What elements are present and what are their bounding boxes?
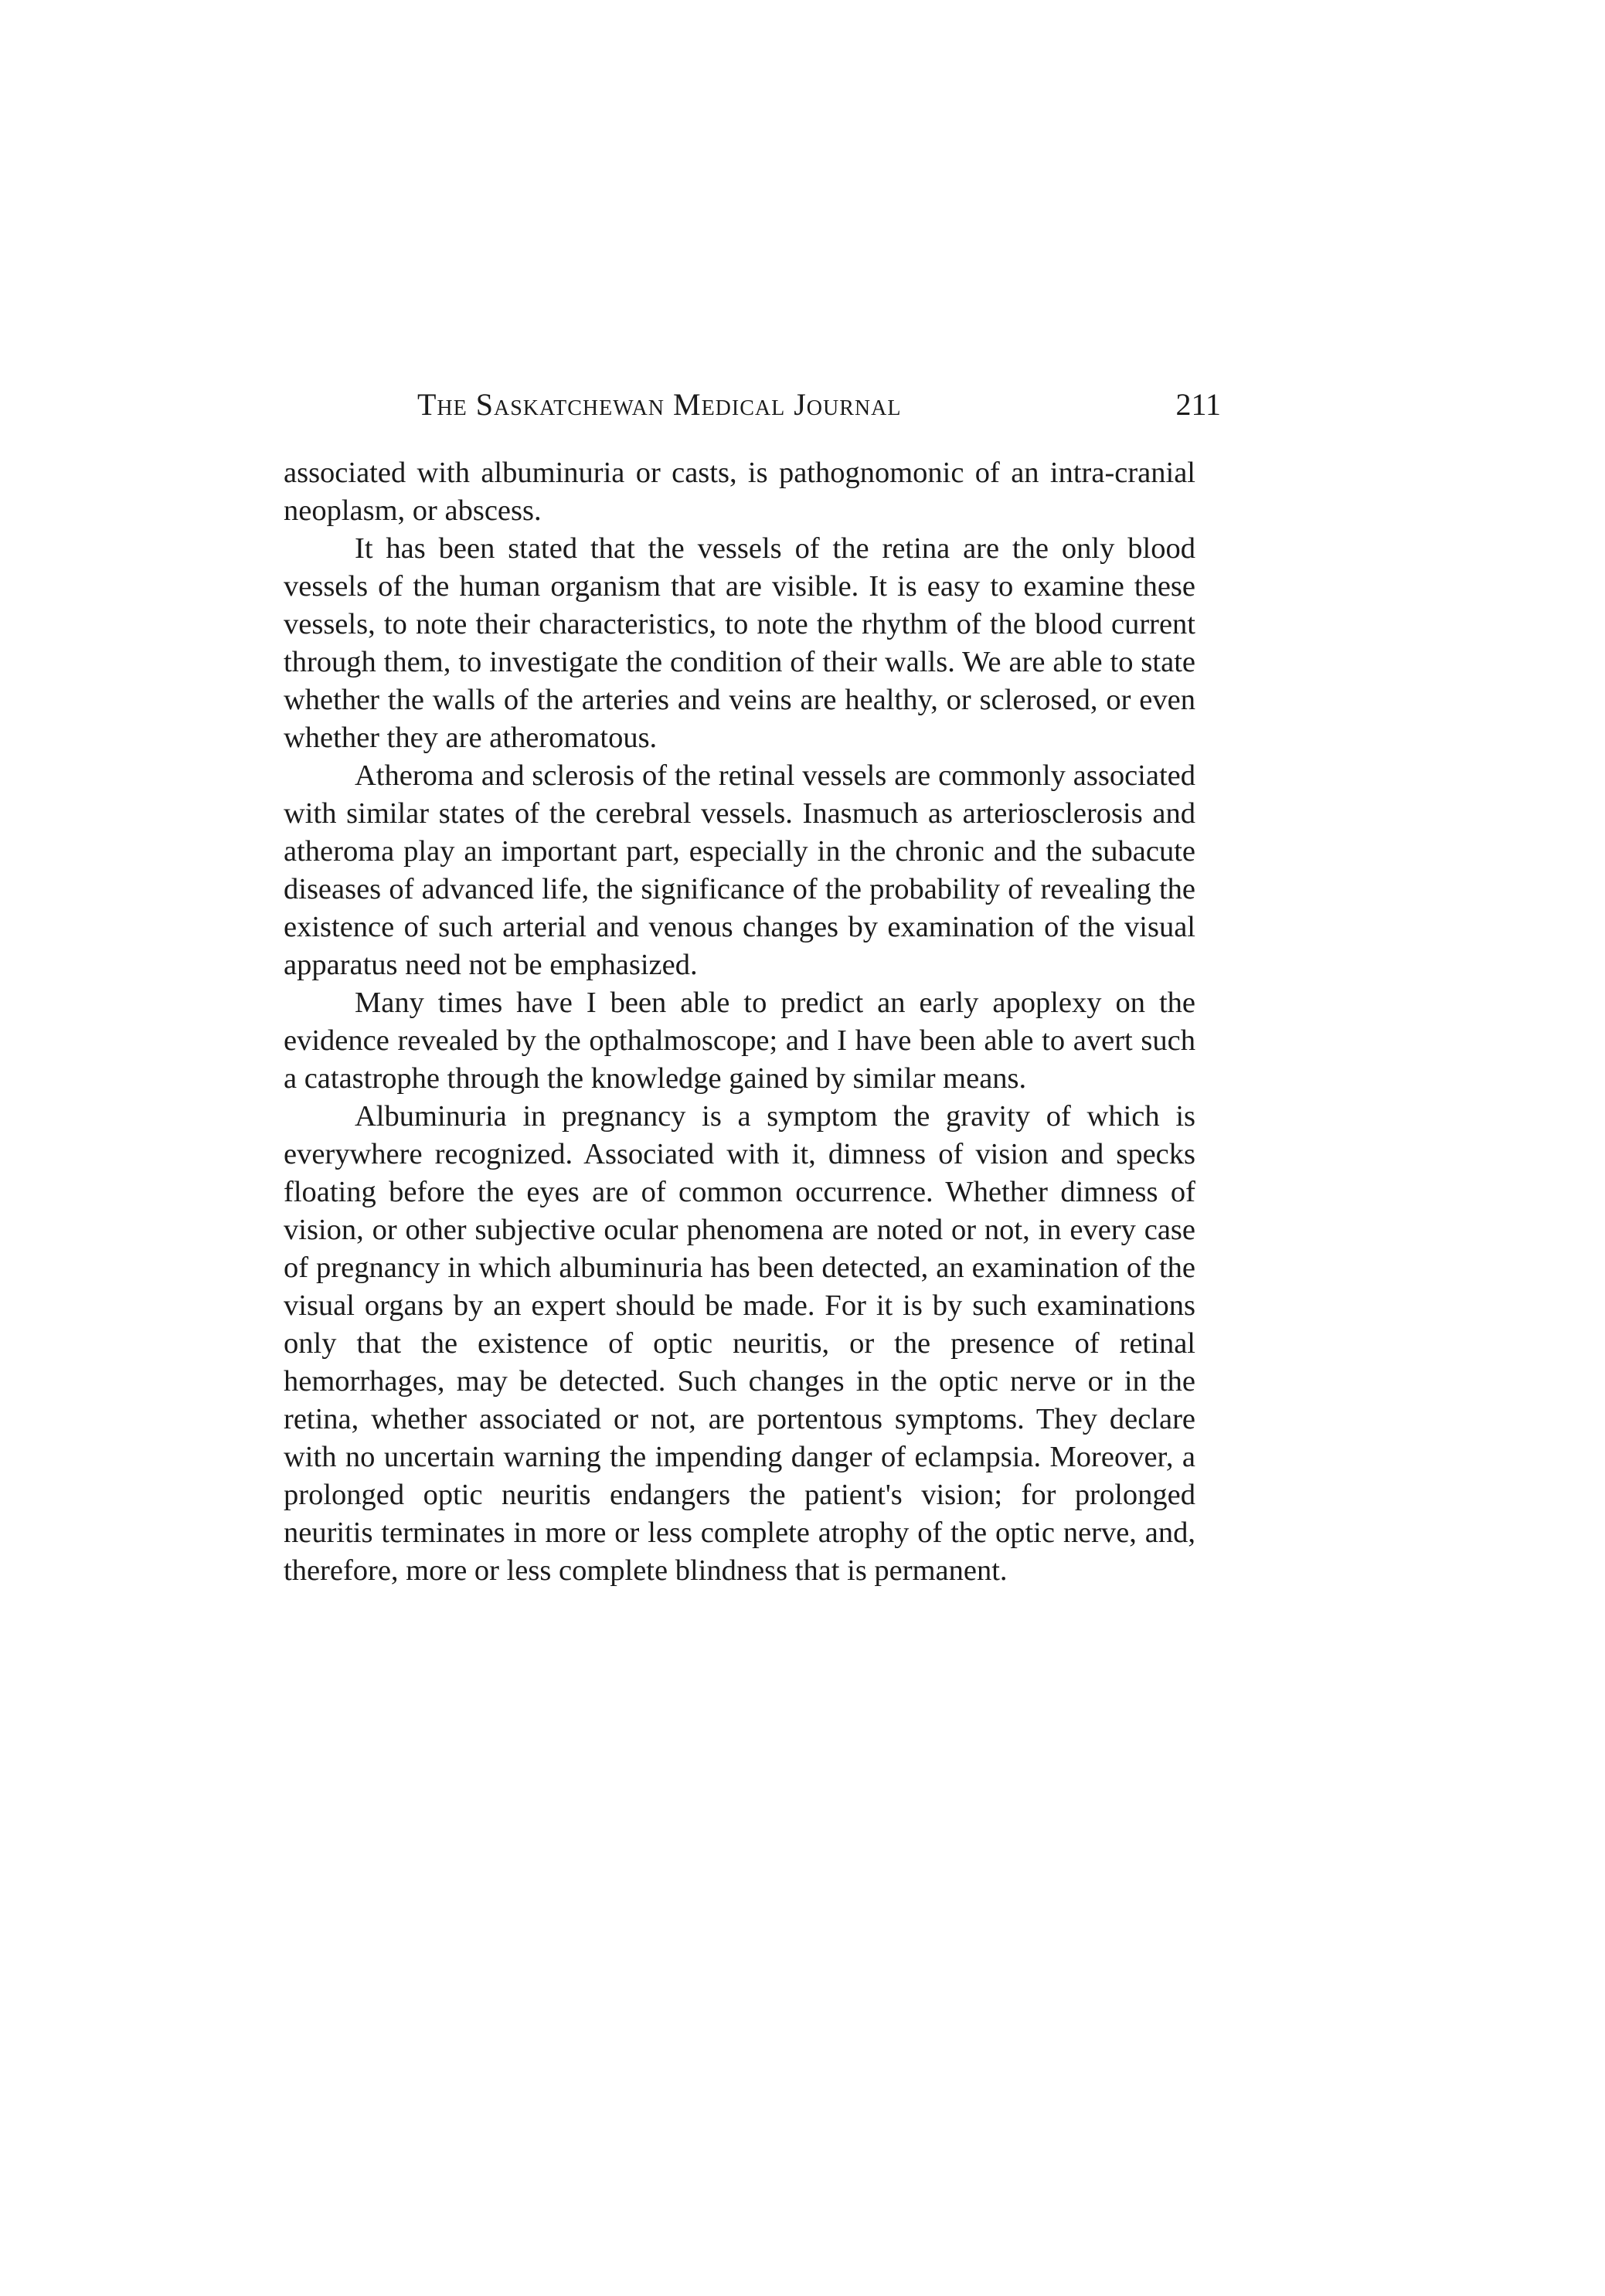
paragraph-apoplexy: Many times have I been able to predict an early apoplexy on the evidence revealed by the opthalmoscope; and I have been able to avert such a catastrophe through the knowledge gained by similar means.: [284, 987, 1195, 1095]
paragraph-albuminuria-pregnancy: Albuminuria in pregnancy is a symptom the gravity of which is everywhere recognized. Associated with it, dimness of vision and specks floating before the eyes are of common occurrence. Whether dimness of vision, or other subjective ocular phenomena are noted or not, in every case of pregnancy in which albuminuria has been detected, an examination of the visual organs by an expert should be made. For it is by such examinations only that the existence of optic neuritis, or the presence of retinal hemorrhages, may be detected. Such changes in the optic nerve or in the retina, whether associated or not, are portentous symptoms. They declare with no uncertain warning the impending danger of eclampsia. Moreover, a prolonged optic neuritis endangers the patient's vision; for prolonged neuritis terminates in more or less complete atrophy of the optic nerve, and, therefore, more or less complete blindness that is permanent.: [284, 1100, 1195, 1587]
paragraph-continuation: associated with albuminuria or casts, is pathognomonic of an intra-cranial neoplasm, or abscess.: [284, 457, 1195, 527]
article-body: [284, 454, 1195, 1590]
paragraph-retinal-vessels: It has been stated that the vessels of the retina are the only blood vessels of the human organism that are visible. It is easy to examine these vessels, to note their characteristics, to note the rhythm of the blood current through them, to investigate the condition of their walls. We are able to state whether the walls of the arteries and veins are healthy, or sclerosed, or even whether they are atheromatous.: [284, 532, 1195, 754]
page-number: 211: [1175, 387, 1221, 422]
journal-title: The Saskatchewan Medical Journal: [417, 387, 902, 422]
paragraph-atheroma: Atheroma and sclerosis of the retinal vessels are commonly associated with similar states of the cerebral vessels. Inasmuch as arteriosclerosis and atheroma play an important part, especially in the chronic and the subacute diseases of advanced life, the significance of the probability of revealing the existence of such arterial and venous changes by examination of the visual apparatus need not be emphasized.: [284, 759, 1195, 981]
running-head: [417, 386, 1221, 433]
